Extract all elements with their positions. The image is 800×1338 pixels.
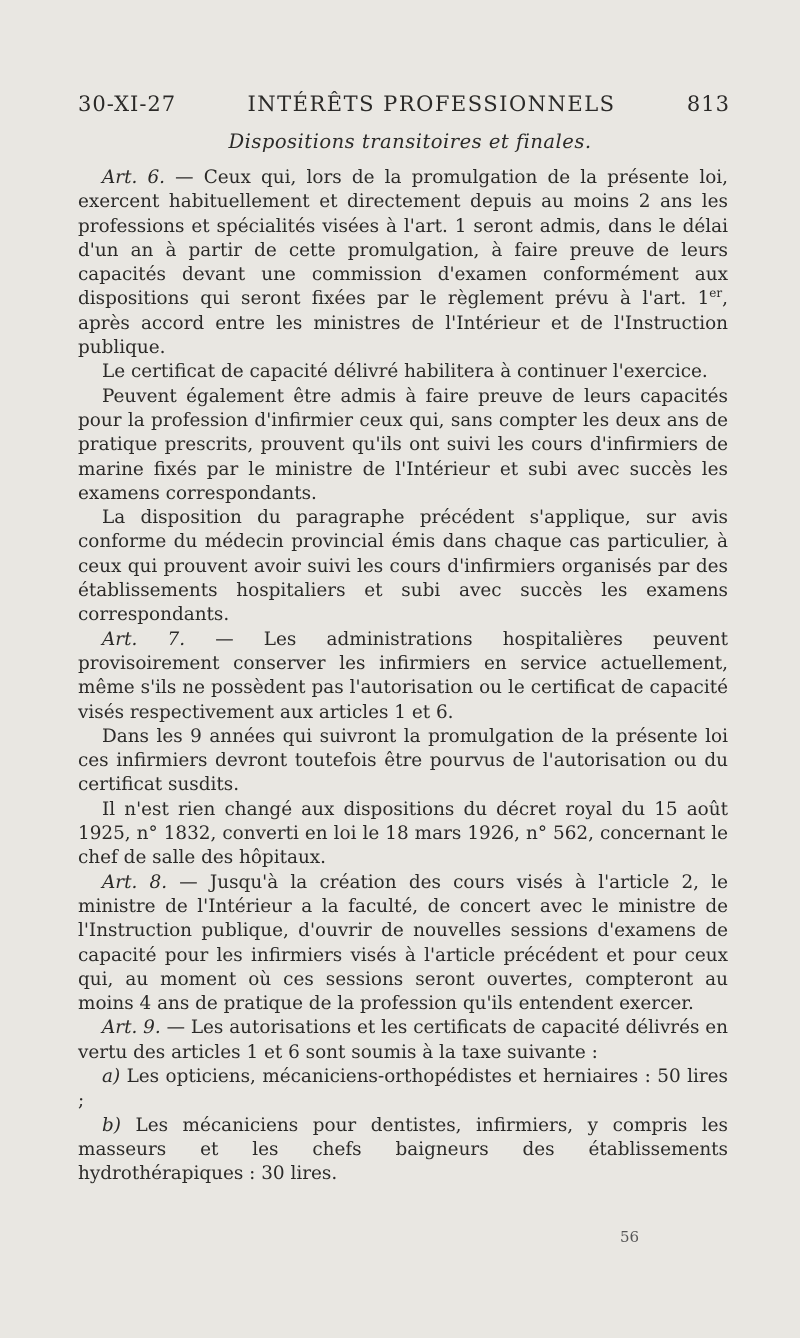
paragraph [78,1016,728,1065]
paragraph [78,506,728,627]
paragraph [78,1065,728,1114]
paragraph [78,725,728,798]
paragraph [78,360,728,384]
signature-mark: 56 [620,1228,640,1246]
superscript: er [709,286,723,301]
paragraph-text: — Les autorisations et les certificats de capacité délivrés en vertu des articles 1 et 6 sont soumis à la taxe suivante : [78,1017,729,1063]
paragraph-text: Les opticiens, mécaniciens-orthopédistes et herniaires : 50 lires ; [78,1065,728,1112]
paragraph [78,166,728,360]
article-label: Art. 6. [102,167,166,188]
paragraph-text: Le certificat de capacité délivré habilitera à continuer l'exercice. [102,361,708,383]
paragraph-text: Peuvent également être admis à faire preuve de leurs capacités pour la profession d'infirmier ceux qui, sans compter les deux ans de pratique prescrits, prouvent qu'ils ont suivi les cours d'infirmiers de marine fixés par le ministre de l'Intérieur et subi avec succès les examens correspondants. [78,385,728,504]
paragraph-text: , après accord entre les ministres de l'Intérieur et de l'Instruction publique. [78,288,728,359]
paragraph [78,1114,728,1187]
paragraph-text: Dans les 9 années qui suivront la promulgation de la présente loi ces infirmiers devront toutefois être pourvus de l'autorisation ou du certificat susdits. [78,725,728,796]
list-marker: b) [102,1114,121,1136]
paragraph-text: — Ceux qui, lors de la promulgation de la présente loi, exercent habituellement et directement depuis au moins 2 ans les professions et spécialités visées à l'art. 1 seront admis, dans le délai d'un an à partir de cette promulgation, à faire preuve de leurs capacités devant une commission d'examen conformément aux dispositions qui seront fixées par le règlement prévu à l'art. 1 [78,167,729,310]
article-label: Art. 9. [102,1017,161,1039]
list-marker: a) [102,1065,121,1087]
paragraph-text: Il n'est rien changé aux dispositions du décret royal du 15 août 1925, n° 1832, converti en loi le 18 mars 1926, n° 562, concernant le chef de salle des hôpitaux. [78,798,728,869]
header-title: INTÉRÊTS PROFESSIONNELS [247,92,616,116]
paragraph [78,871,728,1017]
paragraph [78,385,728,506]
body-text [78,166,728,1186]
header-date: 30-XI-27 [78,92,177,116]
section-title: Dispositions transitoires et finales. [228,130,592,153]
page-number: 813 [686,92,730,116]
article-label: Art. 8. [102,871,168,893]
paragraph-text: Les mécaniciens pour dentistes, infirmiers, y compris les masseurs et les chefs baigneurs des établissements hydrothérapiques : 30 lires. [78,1114,728,1185]
running-header [78,92,730,122]
paragraph-text: — Jusqu'à la création des cours visés à l'article 2, le ministre de l'Intérieur a la faculté, de concert avec le ministre de l'Instruction publique, d'ouvrir de nouvelles sessions d'examens de capacité pour les infirmiers visés à l'article précédent et pour ceux qui, au moment où ces sessions seront ouvertes, compteront au moins 4 ans de pratique de la profession qu'ils entendent exercer. [78,871,728,1015]
article-label: Art. 7. [102,628,186,650]
paragraph-text: — Les administrations hospitalières peuvent provisoirement conserver les infirmiers en service actuellement, même s'ils ne possèdent pas l'autorisation ou le certificat de capacité visés respectivement aux articles 1 et 6. [78,628,729,723]
paragraph-text: La disposition du paragraphe précédent s'applique, sur avis conforme du médecin provincial émis dans chaque cas particulier, à ceux qui prouvent avoir suivi les cours d'infirmiers organisés par des établissements hospitaliers et subi avec succès les examens correspondants. [78,507,728,626]
paragraph [78,628,728,725]
paragraph [78,798,728,871]
